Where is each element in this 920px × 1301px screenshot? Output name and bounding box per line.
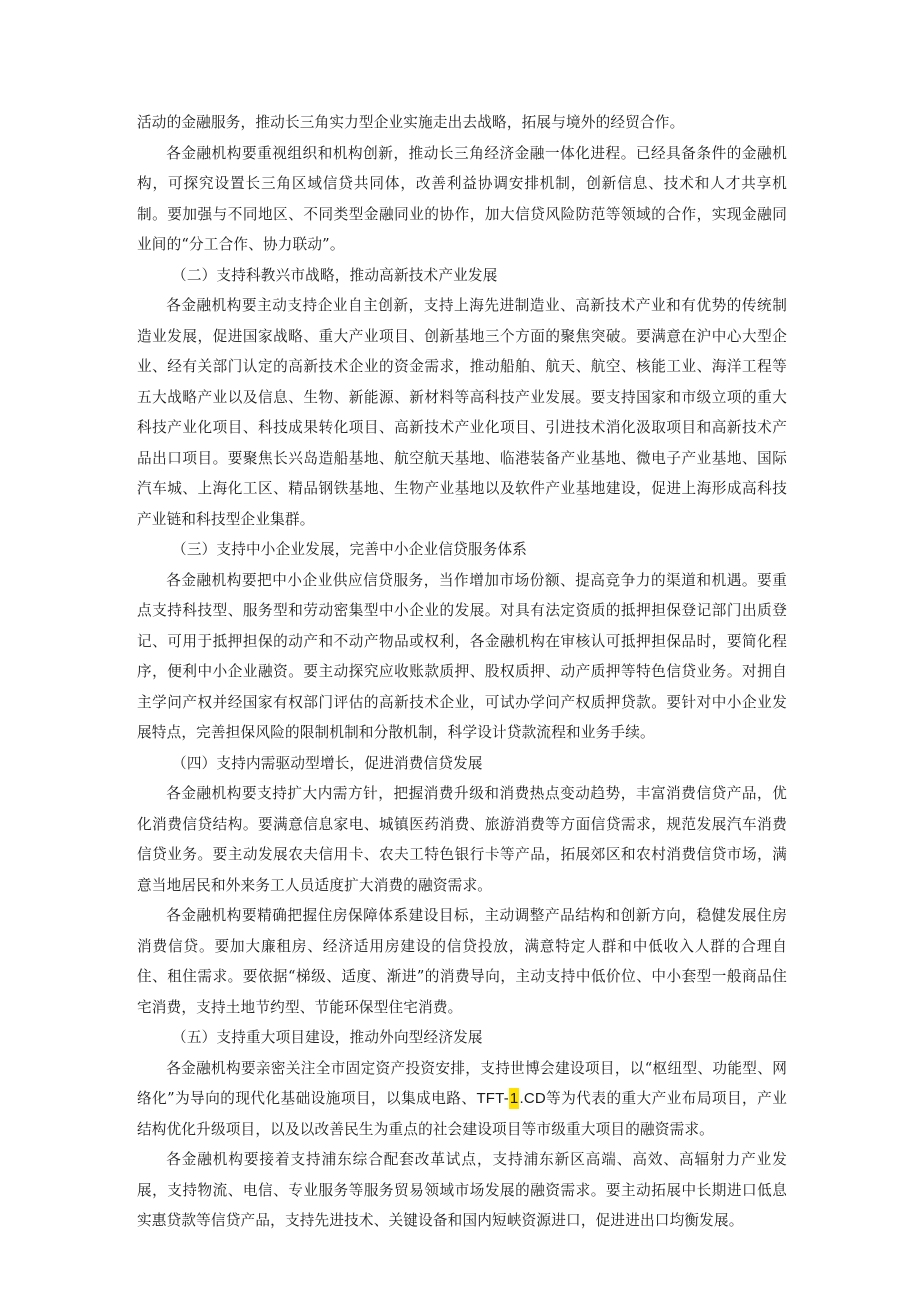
- paragraph-section-2: 各金融机构要主动支持企业自主创新，支持上海先进制造业、高新技术产业和有优势的传统制造业发展，促进国家战略、重大产业项目、创新基地三个方面的聚焦突破。要满意在沪中心大型企业、经有关部门认定的高新技术企业的资金需求，推动船舶、航天、航空、核能工业、海洋工程等五大战略产业以及信息、生物、新能源、新材料等高科技产业发展。要支持国家和市级立项的重大科技产业化项目、科技成果转化项目、高新技术产业化项目、引进技术消化汲取项目和高新技术产品出口项目。要聚焦长兴岛造船基地、航空航天基地、临港装备产业基地、微电子产业基地、国际汽车城、上海化工区、精品钢铁基地、生物产业基地以及软件产业基地建设，促进上海形成高科技产业链和科技型企业集群。: [137, 297, 787, 528]
- paragraph-5a-lead: 各金融机构要亲密关注全市固定资产投资安排，支持世博会建设项目，以“枢纽型、功能型、网络化”为导向的现代化基础设施项目，以集成电路、: [137, 1059, 787, 1107]
- highlighted-character: 1: [509, 1090, 519, 1107]
- paragraph-section-3: 各金融机构要把中小企业供应信贷服务，当作增加市场份额、提高竞争力的渠道和机遇。要重点支持科技型、服务型和劳动密集型中小企业的发展。对具有法定资质的抵押担保登记部门出质登记、可用于抵押担保的动产和不动产物品或权利，各金融机构在审核认可抵押担保品时，要简化程序，便利中小企业融资。要主动探究应收账款质押、股权质押、动产质押等特色信贷业务。对拥自主学问产权并经国家有权部门评估的高新技术企业，可试办学问产权质押贷款。要针对中小企业发展特点，完善担保风险的限制机制和分散机制，科学设计贷款流程和业务手续。: [137, 571, 787, 741]
- section-heading-5: （五）支持重大项目建设，推动外向型经济发展: [172, 1029, 483, 1046]
- section-heading-4: （四）支持内需驱动型增长，促进消费信贷发展: [172, 754, 483, 772]
- paragraph-intro: 活动的金融服务，推动长三角实力型企业实施走出去战略，拓展与境外的经贸合作。: [137, 114, 685, 131]
- paragraph-organization: 各金融机构要重视组织和机构创新，推动长三角经济金融一体化进程。已经具备条件的金融机构，可探究设置长三角区域信贷共同体，改善利益协调安排机制，创新信息、技术和人才共享机制。要加强与不同地区、不同类型金融同业的协作，加大信贷风险防范等领域的合作，实现金融同业间的“分工合作、协力联动”。: [137, 144, 787, 253]
- paragraph-5a-tail: 等为代表的重大产业布局项目，产业结构优化升级项目，以及以改善民生为重点的社会建设项目等市级重大项目的融资需求。: [137, 1090, 787, 1138]
- section-heading-3: （三）支持中小企业发展，完善中小企业信贷服务体系: [172, 541, 528, 558]
- product-code-prefix: TFT-: [476, 1090, 509, 1107]
- section-heading-2: （二）支持科教兴市战略，推动高新技术产业发展: [172, 266, 498, 284]
- paragraph-section-5a: [137, 1054, 787, 1146]
- document-body: [137, 108, 787, 1237]
- paragraph-section-4b: 各金融机构要精确把握住房保障体系建设目标，主动调整产品结构和创新方向，稳健发展住房消费信贷。要加大廉租房、经济适用房建设的信贷投放，满意特定人群和中低收入人群的合理自住、租住需求。要依据“梯级、适度、渐进”的消费导向，主动支持中低价位、中小套型一般商品住宅消费，支持土地节约型、节能环保型住宅消费。: [137, 907, 787, 1016]
- paragraph-section-5b: 各金融机构要接着支持浦东综合配套改革试点，支持浦东新区高端、高效、高辐射力产业发展，支持物流、电信、专业服务等服务贸易领域市场发展的融资需求。要主动拓展中长期进口低息实惠贷款等信贷产品，支持先进技术、关键设备和国内短峡资源进口，促进进出口均衡发展。: [137, 1151, 787, 1229]
- product-code-suffix: .CD: [519, 1090, 546, 1107]
- paragraph-section-4a: 各金融机构要支持扩大内需方针，把握消费升级和消费热点变动趋势，丰富消费信贷产品，优化消费信贷结构。要满意信息家电、城镇医药消费、旅游消费等方面信贷需求，规范发展汽车消费信贷业务。要主动发展农夫信用卡、农夫工特色银行卡等产品，拓展郊区和农村消费信贷市场，满意当地居民和外来务工人员适度扩大消费的融资需求。: [137, 785, 787, 894]
